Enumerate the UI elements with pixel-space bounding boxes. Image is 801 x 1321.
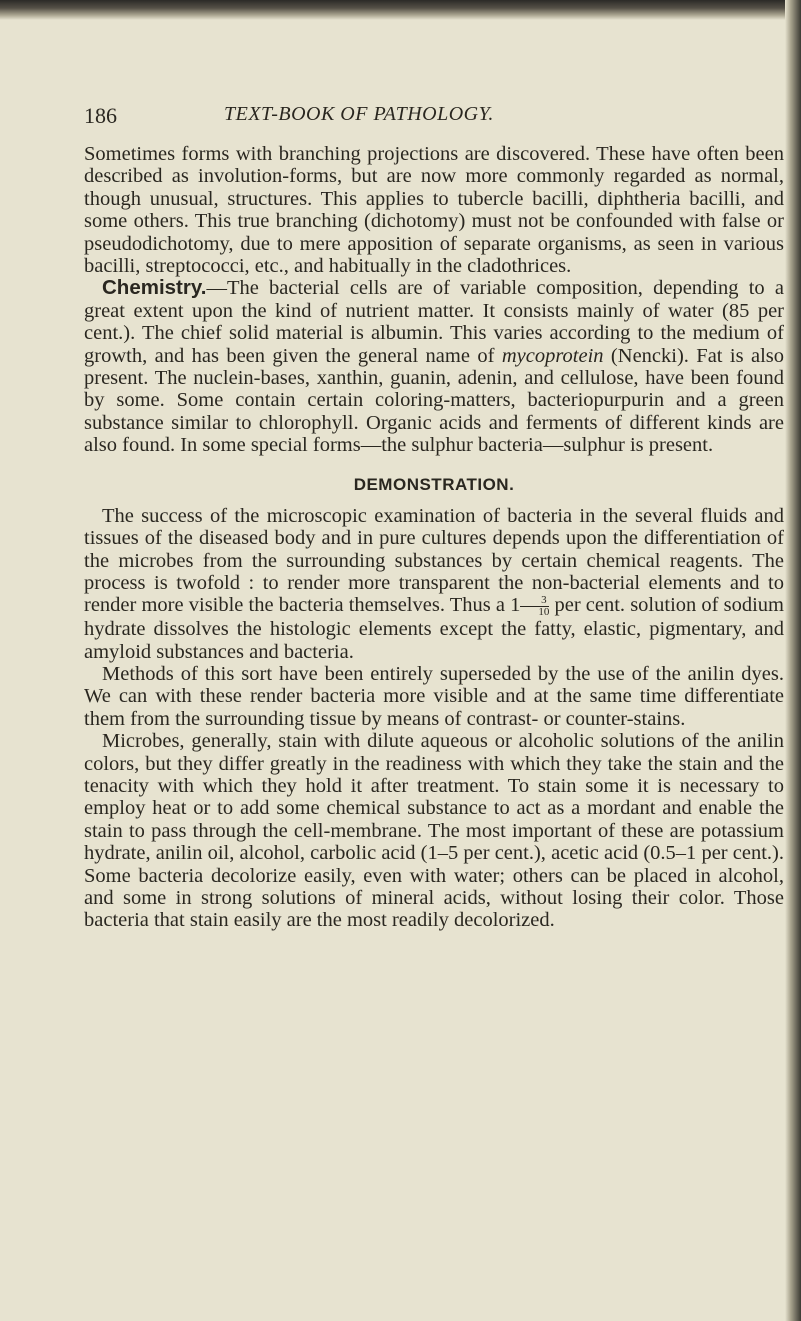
- page-number: 186: [84, 103, 117, 128]
- fraction-three-tenths: [520, 595, 549, 618]
- chemistry-text-b: (Nencki). Fat is also present. The nuclein-bases, xanthin, guanin, adenin, and cellulose, have been found by some. Some contain certain coloring-matters, bacteriopurpurin and a green substance similar to chlorophyll. Organic acids and ferments of different kinds are also found. In some special forms—the sulphur bacteria—sulphur is present.: [84, 344, 784, 457]
- book-spine-shadow: [785, 0, 801, 1321]
- page-header: [84, 103, 704, 133]
- run-in-heading-chemistry: Chemistry.: [102, 276, 207, 300]
- fraction-denominator: 10: [538, 606, 550, 619]
- demonstration-text-b: per cent. solution of sodium hydrate dissolves the histologic elements except the fatty, elastic, pigmentary, and amyloid substances and bacteria.: [84, 594, 784, 663]
- fraction-numerator: 3: [520, 595, 549, 607]
- paragraph-branching: Sometimes forms with branching projections are discovered. These have often been described as involution-forms, but are now more commonly regarded as normal, though unusual, structures. This applies to tubercle bacilli, diphtheria bacilli, and some others. This true branching (dichotomy) must not be confounded with false or pseudodichotomy, due to mere apposition of separate organisms, as seen in various bacilli, streptococci, etc., and habitually in the cladothrices.: [84, 143, 784, 278]
- section-heading-demonstration: DEMONSTRATION.: [353, 474, 515, 494]
- demonstration-text-a: The success of the microscopic examination of bacteria in the several fluids and tissues of the diseased body and in pure cultures depends upon the differentiation of the microbes from the surrounding substances by certain chemical reagents. The process is twofold : to render more transparent the non-bacterial elements and to render more visible the bacteria themselves. Thus a 1: [84, 504, 784, 617]
- page-top-shadow: [0, 0, 801, 20]
- chemistry-text-a: —The bacterial cells are of variable composition, depending to a great extent upon the kind of nutrient matter. It consists mainly of water (85 per cent.). The chief solid material is albumin. This varies according to the medium of growth, and has been given the general name of: [84, 277, 784, 367]
- term-mycoprotein: mycoprotein: [501, 344, 604, 367]
- page-body: [84, 143, 784, 932]
- paragraph-chemistry: [84, 277, 784, 456]
- paragraph-methods: Methods of this sort have been entirely superseded by the use of the anilin dyes. We can with these render bacteria more visible and at the same time differentiate them from the surrounding tissue by means of contrast- or counter-stains.: [84, 662, 784, 730]
- paragraph-demonstration: [84, 505, 784, 663]
- running-title: TEXT-BOOK OF PATHOLOGY.: [224, 103, 494, 125]
- paragraph-microbes: Microbes, generally, stain with dilute aqueous or alcoholic solutions of the anilin colors, but they differ greatly in the readiness with which they take the stain and the tenacity with which they hold it after treatment. To stain some it is necessary to employ heat or to add some chemical substance to act as a mordant and enable the stain to pass through the cell-membrane. The most important of these are potassium hydrate, anilin oil, alcohol, carbolic acid (1–5 per cent.), acetic acid (0.5–1 per cent.). Some bacteria decolorize easily, even with water; others can be placed in alcohol, and some in strong solutions of mineral acids, without losing their color. Those bacteria that stain easily are the most readily decolorized.: [84, 730, 784, 932]
